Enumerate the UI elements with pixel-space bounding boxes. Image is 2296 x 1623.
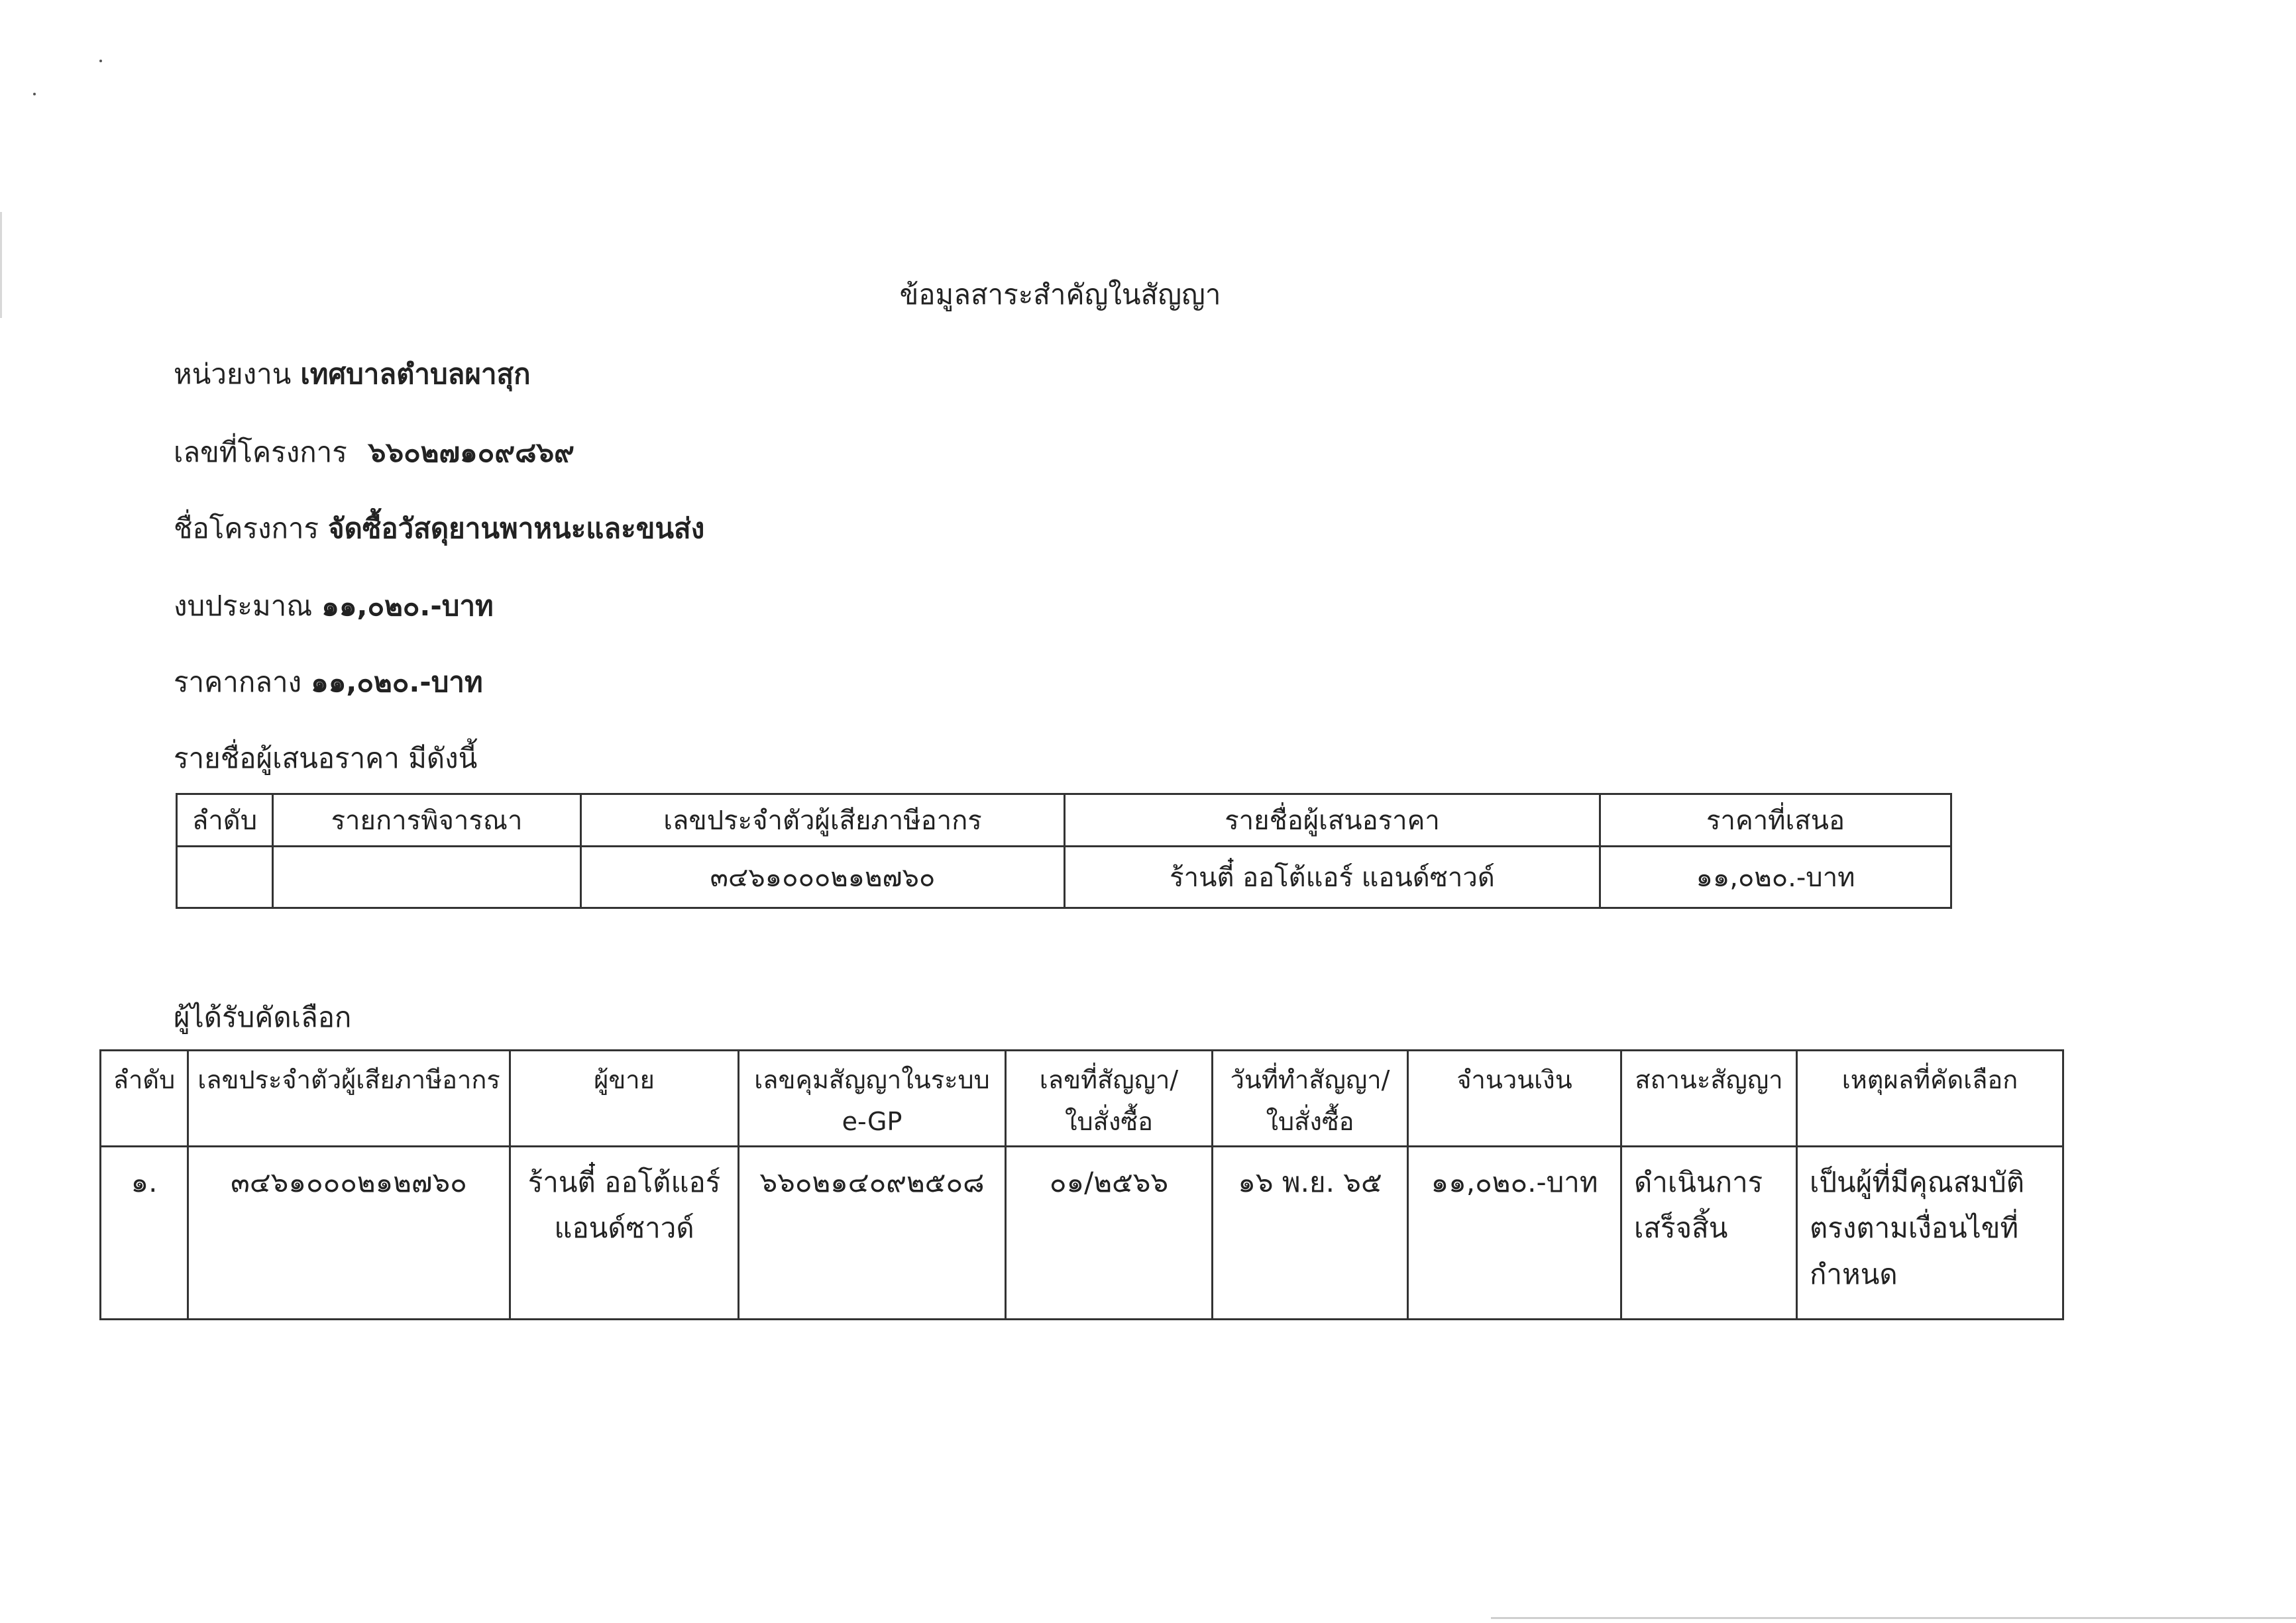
median-price-label: ราคากลาง [174,666,302,698]
column-header: ผู้ขาย [510,1051,739,1147]
bidders-table [176,793,1952,909]
cell-tax-id: ๓๔๖๑๐๐๐๒๑๒๗๖๐ [581,847,1065,908]
project-no-label: เลขที่โครงการ [174,436,347,468]
budget-line [174,584,494,628]
agency-value: เทศบาลตำบลผาสุก [300,358,531,390]
agency-line [174,352,531,396]
cell-bidder: ร้านตี๋ ออโต้แอร์ แอนด์ซาวด์ [1065,847,1600,908]
cell-contract-no: ๐๑/๒๕๖๖ [1006,1147,1213,1320]
page-title: ข้อมูลสาระสำคัญในสัญญา [899,278,1221,311]
cell-tax-id: ๓๔๖๑๐๐๐๒๑๒๗๖๐ [188,1147,510,1320]
column-header: ลำดับ [101,1051,188,1147]
winner-header-row [101,1051,2063,1147]
cell-status: ดำเนินการ เสร็จสิ้น [1621,1147,1797,1320]
bidders-header-row [177,794,1951,847]
agency-label: หน่วยงาน [174,358,292,390]
budget-value: ๑๑,๐๒๐.-บาท [321,590,494,622]
cell-item [273,847,581,908]
column-header: จำนวนเงิน [1408,1051,1621,1147]
column-header: ราคาที่เสนอ [1600,794,1951,847]
winner-heading: ผู้ได้รับคัดเลือก [174,1001,352,1033]
column-header: เลขประจำตัวผู้เสียภาษีอากร [188,1051,510,1147]
project-no-line [174,431,574,474]
project-name-line [174,507,704,550]
column-header: เหตุผลที่คัดเลือก [1797,1051,2063,1147]
column-header: เลขประจำตัวผู้เสียภาษีอากร [581,794,1065,847]
column-header: เลขคุมสัญญาในระบบ e-GP [739,1051,1006,1147]
cell-no [177,847,273,908]
median-price-value: ๑๑,๐๒๐.-บาท [311,666,483,698]
project-no-value: ๖๖๐๒๗๑๐๙๘๖๙ [368,436,574,468]
budget-label: งบประมาณ [174,590,313,622]
column-header: สถานะสัญญา [1621,1051,1797,1147]
table-row [101,1147,2063,1320]
cell-amount: ๑๑,๐๒๐.-บาท [1408,1147,1621,1320]
table-row [177,847,1951,908]
cell-egp-no: ๖๖๐๒๑๔๐๙๒๕๐๘ [739,1147,1006,1320]
project-name-value: จัดซื้อวัสดุยานพาหนะและขนส่ง [328,512,705,545]
winner-table [99,1049,2064,1320]
cell-price: ๑๑,๐๒๐.-บาท [1600,847,1951,908]
bidders-heading: รายชื่อผู้เสนอราคา มีดังนี้ [174,742,478,774]
column-header: วันที่ทำสัญญา/ ใบสั่งซื้อ [1213,1051,1408,1147]
cell-reason: เป็นผู้ที่มีคุณสมบัติ ตรงตามเงื่อนไขที่ กำหนด [1797,1147,2063,1320]
column-header: ลำดับ [177,794,273,847]
median-price-line [174,660,483,704]
cell-no: ๑. [101,1147,188,1320]
scan-speck [99,60,102,62]
column-header: รายชื่อผู้เสนอราคา [1065,794,1600,847]
cell-seller: ร้านตี๋ ออโต้แอร์ แอนด์ซาวด์ [510,1147,739,1320]
scan-speck [33,93,36,95]
scan-edge-mark [1491,1617,2296,1619]
column-header: เลขที่สัญญา/ ใบสั่งซื้อ [1006,1051,1213,1147]
column-header: รายการพิจารณา [273,794,581,847]
cell-date: ๑๖ พ.ย. ๖๕ [1213,1147,1408,1320]
project-name-label: ชื่อโครงการ [174,512,319,545]
